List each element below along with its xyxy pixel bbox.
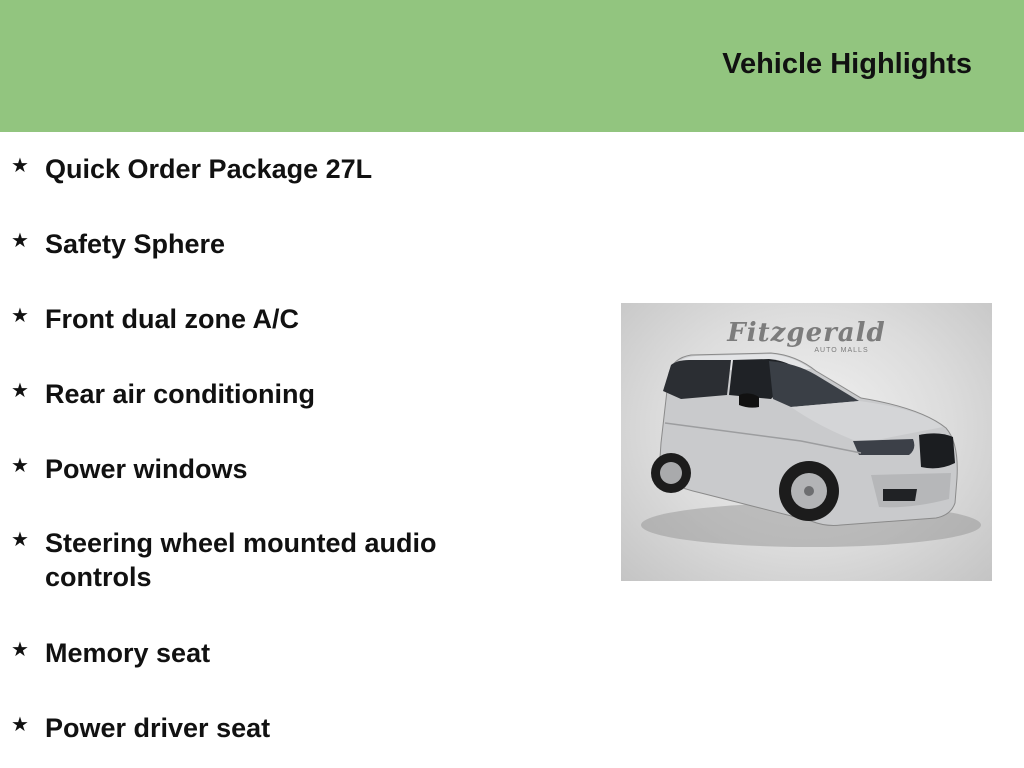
dealer-name: Fitzgerald (727, 318, 886, 348)
star-icon: ★ (11, 455, 29, 477)
star-icon: ★ (11, 305, 29, 327)
page-title: Vehicle Highlights (722, 48, 972, 80)
star-icon: ★ (11, 380, 29, 402)
star-icon: ★ (11, 230, 29, 252)
highlight-label: Steering wheel mounted audio controls (45, 528, 437, 592)
header-banner (0, 0, 1024, 132)
star-icon: ★ (11, 529, 29, 551)
minivan-illustration (621, 303, 992, 581)
highlight-label: Memory seat (45, 638, 211, 668)
star-icon: ★ (11, 639, 29, 661)
highlight-label: Power driver seat (45, 713, 271, 743)
star-icon: ★ (11, 155, 29, 177)
vehicle-photo (621, 303, 992, 581)
star-icon: ★ (11, 714, 29, 736)
dealer-subtitle: AUTO MALLS (814, 347, 869, 354)
highlight-label: Power windows (45, 454, 248, 484)
highlight-label: Rear air conditioning (45, 379, 316, 409)
highlight-label: Safety Sphere (45, 229, 226, 259)
highlight-label: Quick Order Package 27L (45, 154, 373, 184)
highlight-label: Front dual zone A/C (45, 304, 299, 334)
